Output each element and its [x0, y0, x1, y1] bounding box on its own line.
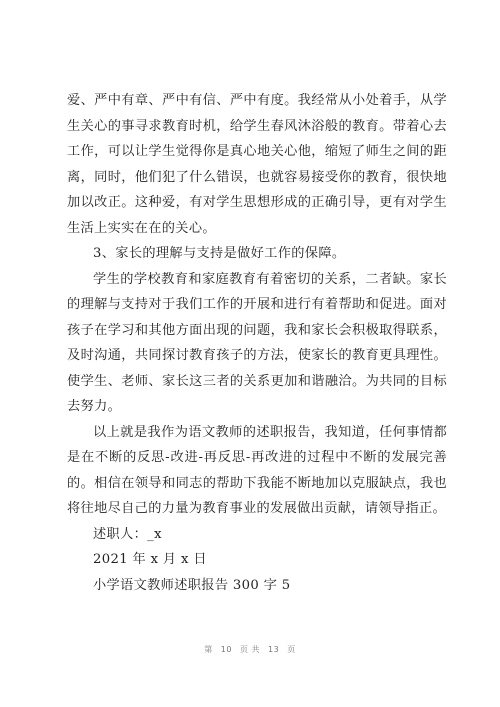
paragraph-conclusion: 以上就是我作为语文教师的述职报告，我知道，任何事情都是在不断的反思-改进-再反思-再改进的过程中不断的发展完善的。相信在领导和同志的帮助下我能不断地加以克服缺点，我也将往地尽自己的力量为教育事业的发展做出贡献，请领导指正。: [67, 424, 447, 516]
paragraph-teacher-love: 爱、严中有章、严中有信、严中有度。我经常从小处着手，从学生关心的事寻求教育时机，给学生春风沐浴般的教育。带着心去工作，可以让学生觉得你是真心地关心他，缩短了师生之间的距离，同时，他们犯了什么错误，也就容易接受你的教育，很快地加以改正。这种爱，有对学生思想形成的正确引导，更有对学生生活上实实在在的关心。: [67, 93, 447, 236]
date-line: 2021 年 x 月 x 日: [93, 552, 207, 567]
footer-suffix: 页: [287, 645, 296, 654]
footer-page-number: 10: [220, 645, 232, 654]
footer-total-pages: 13: [268, 645, 280, 654]
page-footer: [0, 644, 500, 655]
footer-prefix: 第: [204, 645, 213, 654]
signature-line: 述职人：_x: [93, 526, 162, 542]
next-report-title: 小学语文教师述职报告 300 字 5: [93, 577, 291, 593]
section-heading-parent-support: 3、家长的理解与支持是做好工作的保障。: [93, 246, 346, 261]
footer-middle: 页 共: [239, 645, 261, 654]
paragraph-home-school: 学生的学校教育和家庭教育有着密切的关系，二者缺。家长的理解与支持对于我们工作的开展和进行有着帮助和促进。面对孩子在学习和其他方面出现的问题，我和家长会积极取得联系，及时沟通，共同探讨教育孩子的方法，使家长的教育更具理性。使学生、老师、家长这三者的关系更加和谐融洽。为共同的目标去努力。: [67, 271, 447, 414]
document-body: [67, 88, 447, 598]
